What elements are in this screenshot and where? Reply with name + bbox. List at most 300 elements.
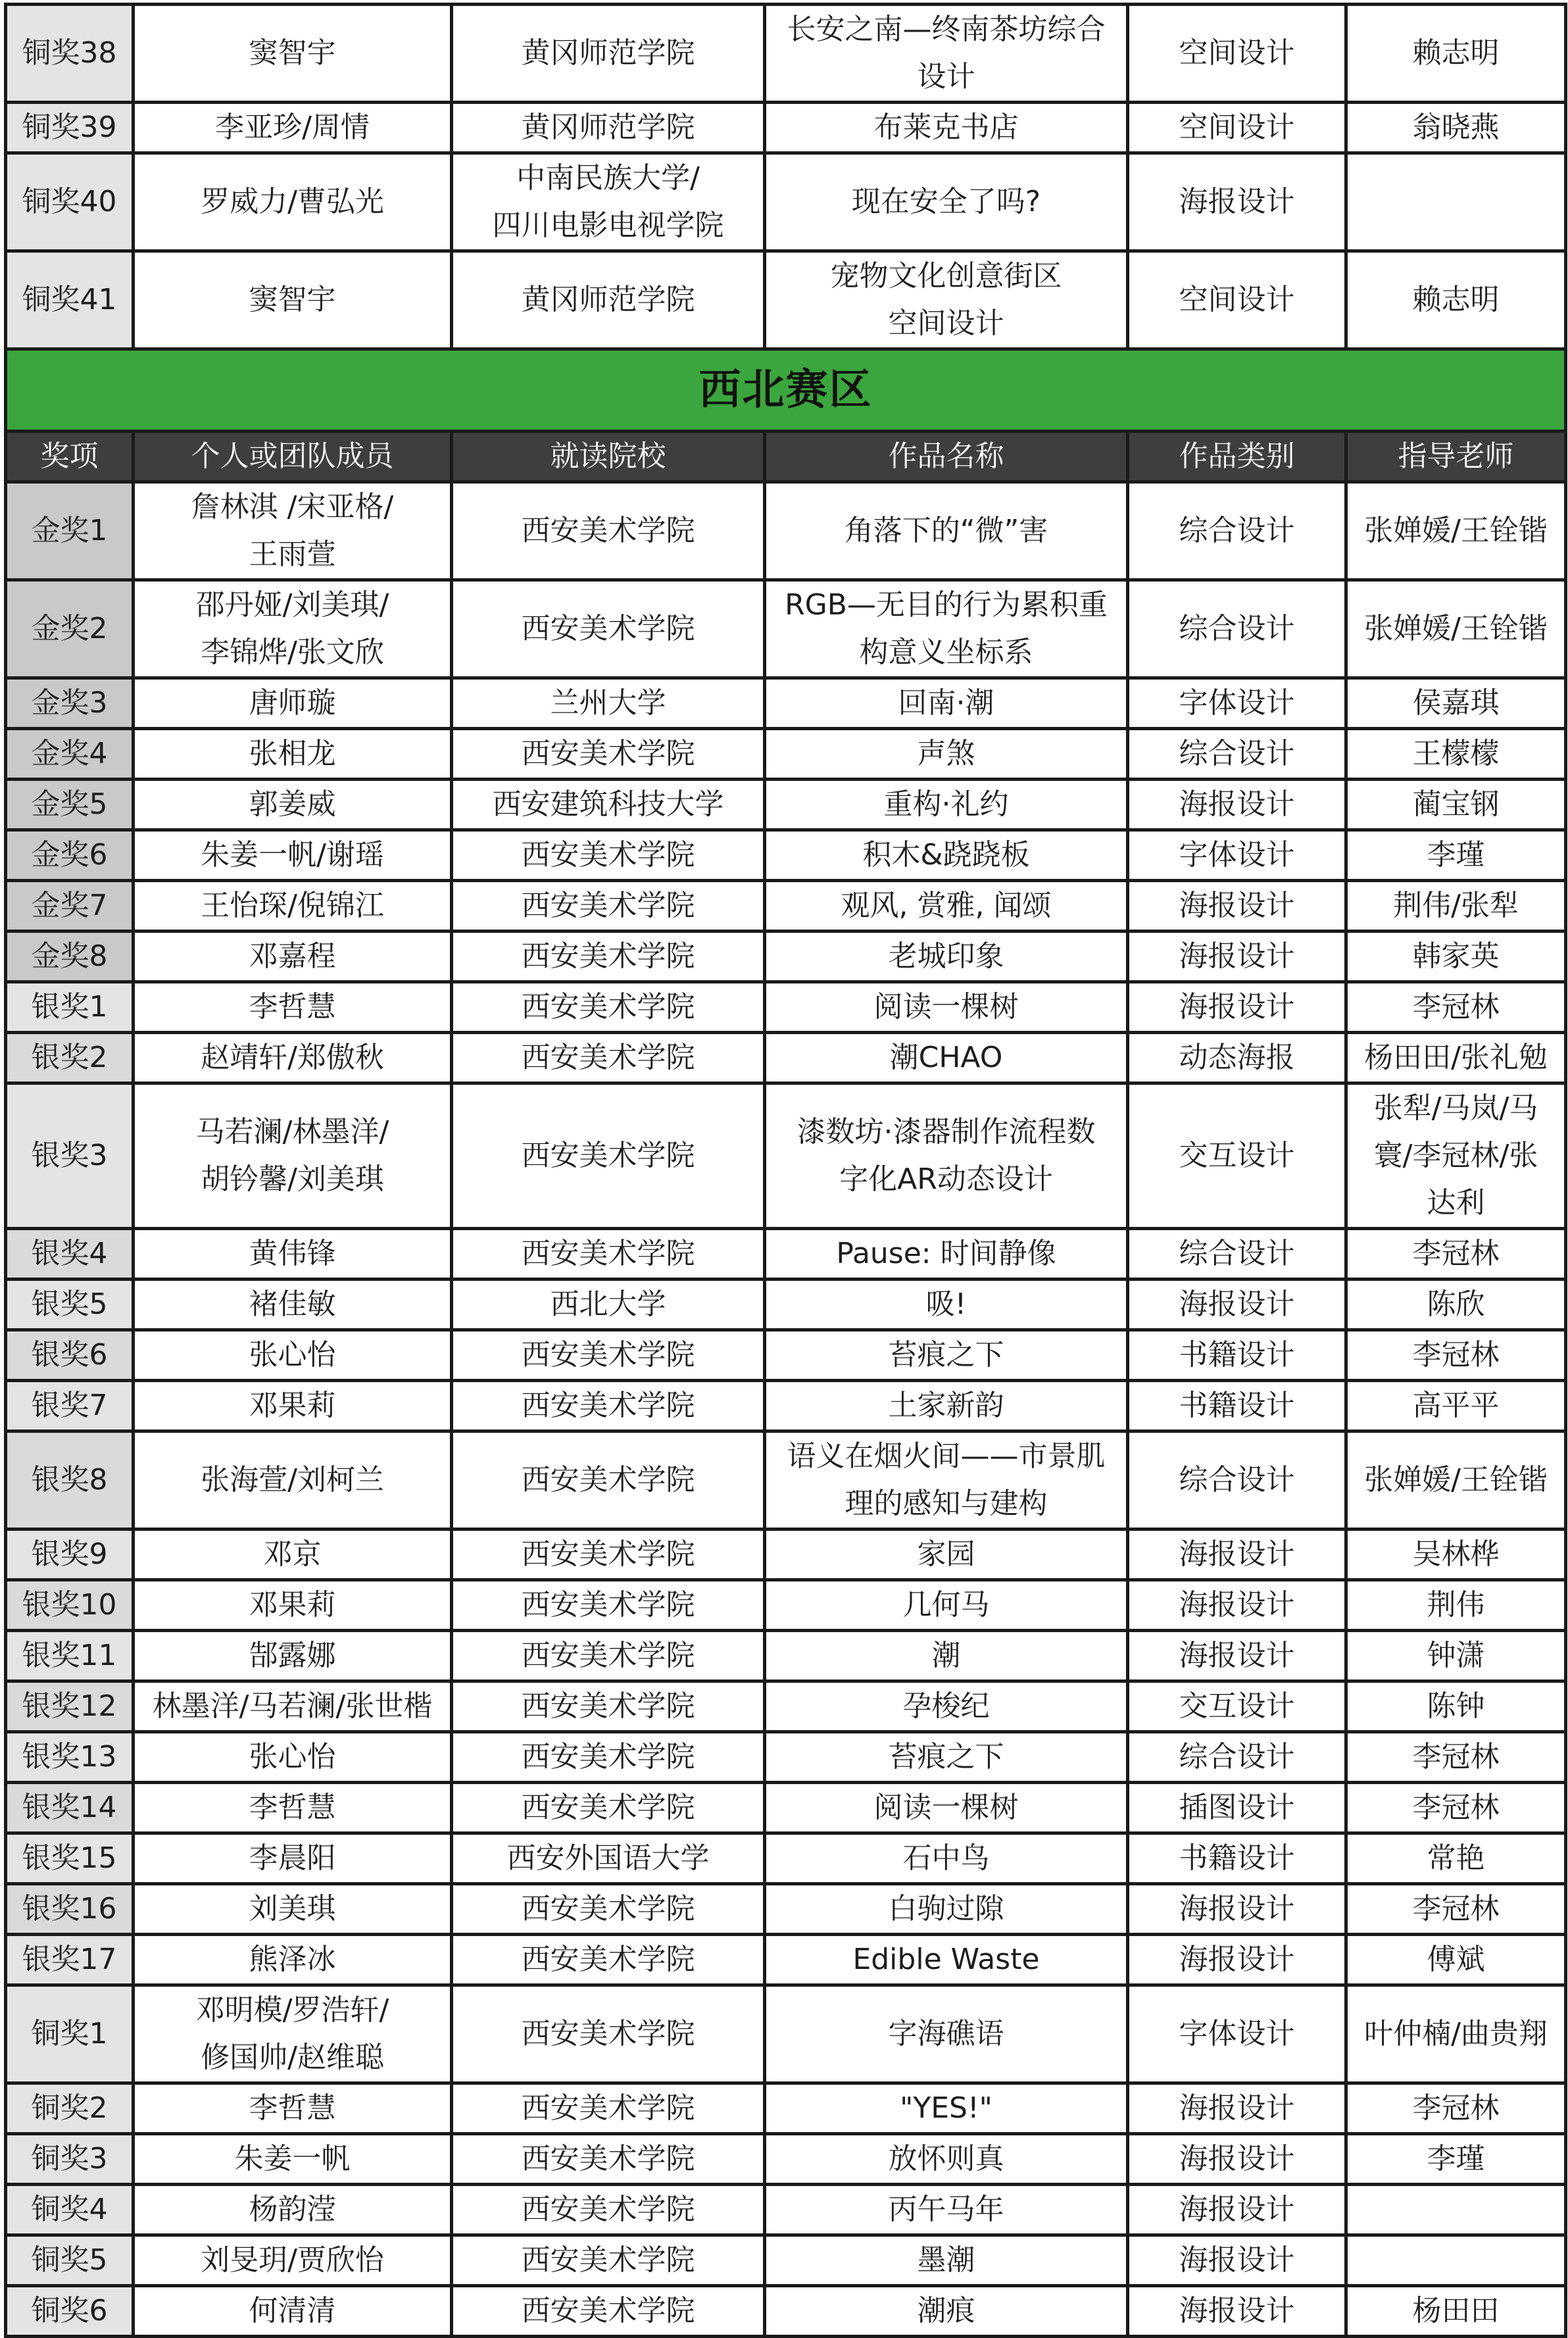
category-cell: 海报设计	[1128, 982, 1346, 1033]
award-cell: 铜奖1	[6, 1985, 134, 2083]
members-cell	[134, 103, 452, 153]
teacher-cell-line: 张犁/马岚/马	[1373, 1091, 1538, 1125]
table-row	[6, 251, 1566, 349]
school-cell-line: 西安美术学院	[521, 1537, 695, 1571]
work-title-cell-line: 苔痕之下	[888, 1338, 1004, 1372]
school-cell	[452, 1732, 765, 1783]
members-cell-line: 窦智宇	[249, 283, 336, 316]
table-row	[6, 2185, 1566, 2235]
award-cell: 银奖1	[6, 982, 134, 1033]
category-cell: 插图设计	[1128, 1783, 1346, 1833]
category-cell: 海报设计	[1128, 2185, 1346, 2235]
members-cell-line: 王怡琛/倪锦江	[201, 889, 384, 922]
work-title-cell-line: 潮痕	[917, 2294, 975, 2327]
school-cell	[452, 1935, 765, 1985]
category-cell: 海报设计	[1128, 1280, 1346, 1330]
work-title-cell-line: 几何马	[902, 1588, 990, 1622]
table-row	[6, 1681, 1566, 1732]
header-work: 作品名称	[765, 432, 1128, 482]
school-cell	[452, 103, 765, 153]
teacher-cell-line: 陈欣	[1427, 1287, 1485, 1321]
teacher-cell	[1346, 153, 1566, 251]
members-cell-line: 张海萱/刘柯兰	[201, 1463, 384, 1497]
table-row	[6, 1229, 1566, 1280]
work-title-cell-line: 构意义坐标系	[859, 635, 1033, 669]
header-category: 作品类别	[1128, 432, 1346, 482]
table-row	[6, 1330, 1566, 1381]
award-cell: 金奖4	[6, 729, 134, 780]
school-cell	[452, 1631, 765, 1681]
teacher-cell-line: 赖志明	[1412, 36, 1500, 70]
teacher-cell-line: 达利	[1427, 1186, 1485, 1220]
members-cell-line: 窦智宇	[249, 36, 336, 70]
work-title-cell-line: 土家新韵	[888, 1389, 1004, 1422]
work-title-cell-line: RGB—无目的行为累积重	[785, 588, 1108, 622]
work-title-cell	[765, 1631, 1128, 1681]
teacher-cell-line: 李冠林	[1412, 1237, 1500, 1270]
work-title-cell-line: 石中鸟	[902, 1841, 990, 1875]
school-cell-line: 西安美术学院	[521, 737, 695, 770]
teacher-cell	[1346, 2134, 1566, 2185]
category-cell: 综合设计	[1128, 580, 1346, 678]
category-cell: 字体设计	[1128, 1985, 1346, 2083]
teacher-cell	[1346, 580, 1566, 678]
teacher-cell	[1346, 1280, 1566, 1330]
table-row	[6, 5, 1566, 103]
members-cell-line: 张心怡	[249, 1338, 336, 1372]
school-cell-line: 西安美术学院	[521, 1139, 695, 1172]
work-title-cell	[765, 780, 1128, 830]
award-cell: 银奖5	[6, 1280, 134, 1330]
table-row	[6, 1884, 1566, 1935]
members-cell-line: 马若澜/林墨洋/	[195, 1115, 389, 1149]
teacher-cell	[1346, 1833, 1566, 1884]
work-title-cell-line: 阅读一棵树	[873, 1791, 1019, 1824]
members-cell-line: 郜露娜	[249, 1639, 336, 1672]
members-cell-line: 熊泽冰	[249, 1943, 336, 1976]
teacher-cell	[1346, 1083, 1566, 1229]
members-cell-line: 唐师璇	[249, 686, 336, 720]
members-cell	[134, 1631, 452, 1681]
table-row	[6, 729, 1566, 780]
category-cell: 海报设计	[1128, 881, 1346, 932]
work-title-cell-line: 理的感知与建构	[845, 1487, 1048, 1520]
work-title-cell-line: 回南·潮	[898, 686, 994, 720]
school-cell-line: 西安美术学院	[521, 1791, 695, 1824]
teacher-cell-line: 杨田田	[1412, 2294, 1500, 2327]
table-row	[6, 1033, 1566, 1083]
members-cell-line: 张心怡	[249, 1740, 336, 1774]
award-cell: 银奖13	[6, 1732, 134, 1783]
category-cell: 综合设计	[1128, 1229, 1346, 1280]
school-cell-line: 西安美术学院	[521, 1639, 695, 1672]
school-cell	[452, 2185, 765, 2235]
work-title-cell	[765, 678, 1128, 729]
members-cell-line: 詹林淇 /宋亚格/	[191, 490, 394, 524]
teacher-cell-line: 韩家英	[1412, 939, 1500, 973]
teacher-cell-line: 李冠林	[1412, 1740, 1500, 1774]
category-cell: 综合设计	[1128, 1431, 1346, 1530]
school-cell-line: 西安美术学院	[521, 1689, 695, 1723]
members-cell	[134, 5, 452, 103]
school-cell-line: 黄冈师范学院	[521, 36, 695, 70]
teacher-cell	[1346, 1431, 1566, 1530]
work-title-cell	[765, 5, 1128, 103]
members-cell-line: 朱姜一帆	[234, 2142, 351, 2176]
award-cell: 银奖8	[6, 1431, 134, 1530]
work-title-cell	[765, 1280, 1128, 1330]
work-title-cell	[765, 1985, 1128, 2083]
members-cell	[134, 1431, 452, 1530]
school-cell-line: 西安美术学院	[521, 939, 695, 973]
teacher-cell	[1346, 729, 1566, 780]
school-cell	[452, 780, 765, 830]
work-title-cell-line: 家园	[917, 1537, 975, 1571]
members-cell-line: 李哲慧	[249, 1791, 336, 1824]
members-cell	[134, 678, 452, 729]
table-row	[6, 1833, 1566, 1884]
members-cell	[134, 830, 452, 881]
work-title-cell	[765, 1732, 1128, 1783]
teacher-cell-line: 张婵媛/王铨锴	[1364, 1463, 1548, 1497]
category-cell: 海报设计	[1128, 1530, 1346, 1580]
school-cell-line: 黄冈师范学院	[521, 283, 695, 316]
school-cell-line: 西北大学	[550, 1287, 666, 1321]
members-cell	[134, 1580, 452, 1631]
work-title-cell	[765, 251, 1128, 349]
work-title-cell	[765, 932, 1128, 982]
school-cell	[452, 2083, 765, 2134]
work-title-cell-line: 现在安全了吗?	[851, 185, 1041, 218]
table-row	[6, 2134, 1566, 2185]
members-cell	[134, 932, 452, 982]
work-title-cell	[765, 2134, 1128, 2185]
teacher-cell-line: 李冠林	[1412, 2091, 1500, 2125]
table-row	[6, 1431, 1566, 1530]
teacher-cell	[1346, 1381, 1566, 1431]
category-cell: 海报设计	[1128, 2286, 1346, 2337]
teacher-cell	[1346, 251, 1566, 349]
members-cell	[134, 580, 452, 678]
award-cell: 银奖6	[6, 1330, 134, 1381]
school-cell-line: 兰州大学	[550, 686, 666, 720]
work-title-cell-line: 字化AR动态设计	[839, 1162, 1053, 1196]
school-cell-line: 西安美术学院	[521, 2294, 695, 2327]
teacher-cell	[1346, 780, 1566, 830]
work-title-cell	[765, 729, 1128, 780]
category-cell: 海报设计	[1128, 1631, 1346, 1681]
category-cell: 字体设计	[1128, 678, 1346, 729]
teacher-cell	[1346, 1985, 1566, 2083]
work-title-cell	[765, 1935, 1128, 1985]
members-cell-line: 王雨萱	[249, 537, 336, 571]
header-school: 就读院校	[452, 432, 765, 482]
work-title-cell	[765, 1083, 1128, 1229]
teacher-cell	[1346, 932, 1566, 982]
members-cell-line: 李亚珍/周情	[215, 111, 370, 144]
school-cell	[452, 1884, 765, 1935]
table-row	[6, 153, 1566, 251]
school-cell-line: 西安美术学院	[521, 1892, 695, 1926]
region-title: 西北赛区	[6, 349, 1566, 432]
work-title-cell	[765, 1681, 1128, 1732]
table-row	[6, 1985, 1566, 2083]
members-cell	[134, 251, 452, 349]
teacher-cell-line: 杨田田/张礼勉	[1364, 1041, 1548, 1074]
awards-table	[4, 3, 1567, 2338]
teacher-cell	[1346, 1783, 1566, 1833]
teacher-cell-line: 张婵媛/王铨锴	[1364, 514, 1548, 547]
teacher-cell	[1346, 2286, 1566, 2337]
work-title-cell	[765, 1530, 1128, 1580]
school-cell-line: 西安美术学院	[521, 2243, 695, 2277]
school-cell	[452, 830, 765, 881]
teacher-cell-line: 荆伟	[1427, 1588, 1485, 1622]
region-banner-row	[6, 349, 1566, 432]
teacher-cell	[1346, 1229, 1566, 1280]
teacher-cell	[1346, 103, 1566, 153]
teacher-cell-line: 傅斌	[1427, 1943, 1485, 1976]
table-row	[6, 1530, 1566, 1580]
members-cell-line: 李锦烨/张文欣	[201, 635, 384, 669]
school-cell-line: 西安美术学院	[521, 1338, 695, 1372]
members-cell-line: 李哲慧	[249, 2091, 336, 2125]
table-row	[6, 881, 1566, 932]
category-cell: 空间设计	[1128, 5, 1346, 103]
members-cell-line: 刘美琪	[249, 1892, 336, 1926]
teacher-cell	[1346, 2185, 1566, 2235]
school-cell-line: 西安美术学院	[521, 1943, 695, 1976]
work-title-cell	[765, 830, 1128, 881]
work-title-cell	[765, 482, 1128, 580]
work-title-cell-line: 墨潮	[917, 2243, 975, 2277]
work-title-cell-line: 苔痕之下	[888, 1740, 1004, 1774]
category-cell: 交互设计	[1128, 1681, 1346, 1732]
work-title-cell-line: 观风, 赏雅, 闻颂	[841, 889, 1052, 922]
school-cell	[452, 5, 765, 103]
school-cell	[452, 2286, 765, 2337]
members-cell-line: 褚佳敏	[249, 1287, 336, 1321]
members-cell	[134, 1732, 452, 1783]
teacher-cell-line: 王檬檬	[1412, 737, 1500, 770]
work-title-cell	[765, 2235, 1128, 2286]
table-row	[6, 982, 1566, 1033]
header-members: 个人或团队成员	[134, 432, 452, 482]
work-title-cell-line: 孕梭纪	[902, 1689, 990, 1723]
school-cell-line: 黄冈师范学院	[521, 111, 695, 144]
table-row	[6, 1580, 1566, 1631]
award-cell: 银奖15	[6, 1833, 134, 1884]
members-cell	[134, 2235, 452, 2286]
teacher-cell-line: 陈钟	[1427, 1689, 1485, 1723]
members-cell-line: 李晨阳	[249, 1841, 336, 1875]
work-title-cell	[765, 1431, 1128, 1530]
header-row	[6, 432, 1566, 482]
award-cell: 银奖2	[6, 1033, 134, 1083]
school-cell	[452, 1985, 765, 2083]
award-cell: 银奖10	[6, 1580, 134, 1631]
members-cell	[134, 881, 452, 932]
school-cell-line: 西安美术学院	[521, 514, 695, 547]
work-title-cell-line: Edible Waste	[852, 1943, 1040, 1976]
members-cell	[134, 2083, 452, 2134]
teacher-cell-line: 高平平	[1412, 1389, 1500, 1422]
work-title-cell	[765, 103, 1128, 153]
work-title-cell-line: 白驹过隙	[888, 1892, 1004, 1926]
teacher-cell	[1346, 1681, 1566, 1732]
school-cell	[452, 1431, 765, 1530]
members-cell-line: 修国帅/赵维聪	[201, 2041, 384, 2074]
teacher-cell-line: 寰/李冠林/张	[1373, 1139, 1538, 1172]
members-cell-line: 赵靖轩/郑傲秋	[201, 1041, 384, 1074]
members-cell	[134, 153, 452, 251]
work-title-cell-line: Pause: 时间静像	[836, 1237, 1056, 1270]
members-cell-line: 邓明模/罗浩轩/	[195, 1993, 389, 2027]
school-cell	[452, 1330, 765, 1381]
work-title-cell	[765, 1833, 1128, 1884]
table-row	[6, 103, 1566, 153]
header-teacher: 指导老师	[1346, 432, 1566, 482]
members-cell-line: 邓果莉	[249, 1588, 336, 1622]
teacher-cell-line: 李冠林	[1412, 990, 1500, 1024]
work-title-cell-line: 角落下的“微”害	[844, 514, 1048, 547]
school-cell-line: 西安美术学院	[521, 1237, 695, 1270]
header-award: 奖项	[6, 432, 134, 482]
school-cell	[452, 678, 765, 729]
work-title-cell	[765, 1381, 1128, 1431]
work-title-cell-line: 阅读一棵树	[873, 990, 1019, 1024]
school-cell	[452, 580, 765, 678]
work-title-cell-line: 重构·礼约	[883, 787, 1009, 821]
members-cell-line: 朱姜一帆/谢瑶	[201, 838, 384, 872]
school-cell	[452, 1381, 765, 1431]
school-cell-line: 西安美术学院	[521, 1463, 695, 1497]
members-cell	[134, 780, 452, 830]
category-cell: 交互设计	[1128, 1083, 1346, 1229]
school-cell-line: 西安美术学院	[521, 1740, 695, 1774]
table-row	[6, 2286, 1566, 2337]
members-cell	[134, 729, 452, 780]
teacher-cell-line: 侯嘉琪	[1412, 686, 1500, 720]
members-cell	[134, 1229, 452, 1280]
category-cell: 海报设计	[1128, 2235, 1346, 2286]
work-title-cell-line: 长安之南—终南茶坊综合	[787, 12, 1106, 46]
members-cell	[134, 482, 452, 580]
work-title-cell-line: 布莱克书店	[873, 111, 1019, 144]
school-cell	[452, 729, 765, 780]
teacher-cell-line: 张婵媛/王铨锴	[1364, 612, 1548, 645]
category-cell: 海报设计	[1128, 1884, 1346, 1935]
members-cell-line: 邓果莉	[249, 1389, 336, 1422]
school-cell-line: 西安美术学院	[521, 838, 695, 872]
award-cell: 铜奖3	[6, 2134, 134, 2185]
teacher-cell	[1346, 482, 1566, 580]
award-cell: 银奖9	[6, 1530, 134, 1580]
teacher-cell	[1346, 1580, 1566, 1631]
work-title-cell-line: 放怀则真	[888, 2142, 1004, 2176]
teacher-cell	[1346, 1033, 1566, 1083]
work-title-cell-line: 老城印象	[888, 939, 1004, 973]
teacher-cell-line: 常艳	[1427, 1841, 1485, 1875]
members-cell	[134, 982, 452, 1033]
work-title-cell	[765, 881, 1128, 932]
category-cell: 海报设计	[1128, 2083, 1346, 2134]
award-cell: 银奖14	[6, 1783, 134, 1833]
members-cell-line: 林墨洋/马若澜/张世楷	[152, 1689, 433, 1723]
award-cell: 银奖17	[6, 1935, 134, 1985]
members-cell	[134, 1530, 452, 1580]
teacher-cell	[1346, 1884, 1566, 1935]
category-cell: 海报设计	[1128, 1935, 1346, 1985]
teacher-cell-line: 钟潇	[1427, 1639, 1485, 1672]
school-cell	[452, 1530, 765, 1580]
members-cell-line: 张相龙	[249, 737, 336, 770]
teacher-cell	[1346, 1732, 1566, 1783]
teacher-cell	[1346, 1631, 1566, 1681]
category-cell: 空间设计	[1128, 251, 1346, 349]
school-cell-line: 西安美术学院	[521, 990, 695, 1024]
table-row	[6, 2083, 1566, 2134]
work-title-cell	[765, 1033, 1128, 1083]
work-title-cell	[765, 2286, 1128, 2337]
members-cell	[134, 2185, 452, 2235]
work-title-cell-line: 宠物文化创意街区	[830, 259, 1062, 293]
members-cell	[134, 1681, 452, 1732]
members-cell-line: 黄伟锋	[249, 1237, 336, 1270]
table-row	[6, 1732, 1566, 1783]
work-title-cell-line: 潮CHAO	[889, 1041, 1003, 1074]
work-title-cell-line: 积木&跷跷板	[862, 838, 1030, 872]
work-title-cell-line: 空间设计	[888, 307, 1004, 340]
school-cell-line: 中南民族大学/	[516, 161, 700, 195]
teacher-cell-line: 李瑾	[1427, 2142, 1485, 2176]
school-cell-line: 西安美术学院	[521, 2017, 695, 2051]
teacher-cell-line: 赖志明	[1412, 283, 1500, 316]
school-cell-line: 四川电影电视学院	[492, 209, 724, 242]
members-cell-line: 刘旻玥/贾欣怡	[201, 2243, 384, 2277]
teacher-cell	[1346, 1330, 1566, 1381]
school-cell-line: 西安美术学院	[521, 889, 695, 922]
members-cell	[134, 1935, 452, 1985]
category-cell: 海报设计	[1128, 153, 1346, 251]
work-title-cell-line: 潮	[931, 1639, 961, 1672]
school-cell	[452, 881, 765, 932]
work-title-cell	[765, 1229, 1128, 1280]
northwest-rows	[6, 482, 1566, 2337]
table-row	[6, 1280, 1566, 1330]
school-cell	[452, 1783, 765, 1833]
award-cell: 金奖3	[6, 678, 134, 729]
work-title-cell-line: 丙午马年	[888, 2193, 1004, 2226]
school-cell	[452, 2134, 765, 2185]
teacher-cell	[1346, 5, 1566, 103]
category-cell: 综合设计	[1128, 729, 1346, 780]
members-cell	[134, 1330, 452, 1381]
award-cell: 铜奖5	[6, 2235, 134, 2286]
school-cell	[452, 1580, 765, 1631]
school-cell	[452, 1280, 765, 1330]
school-cell-line: 西安外国语大学	[506, 1841, 710, 1875]
award-cell: 银奖12	[6, 1681, 134, 1732]
teacher-cell-line: 李冠林	[1412, 1892, 1500, 1926]
school-cell	[452, 1681, 765, 1732]
work-title-cell	[765, 2185, 1128, 2235]
members-cell-line: 李哲慧	[249, 990, 336, 1024]
work-title-cell	[765, 1580, 1128, 1631]
work-title-cell-line: 漆数坊·漆器制作流程数	[796, 1115, 1096, 1149]
work-title-cell-line: 字海礁语	[888, 2017, 1004, 2051]
members-cell	[134, 1783, 452, 1833]
